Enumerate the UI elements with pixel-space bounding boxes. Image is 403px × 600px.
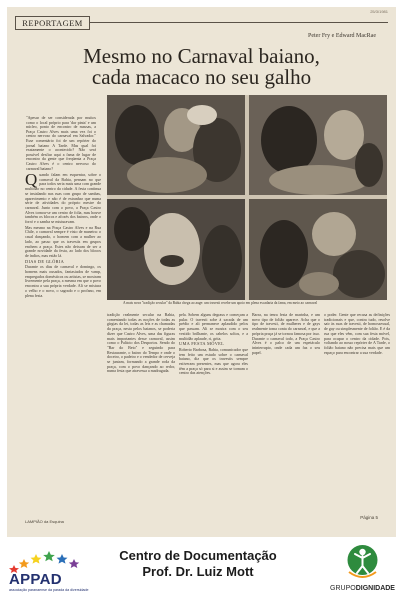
article-column-3	[179, 313, 248, 528]
header-rule	[89, 22, 388, 23]
photo-travesti-smiling	[107, 199, 245, 300]
grupo-prefix: GRUPO	[330, 585, 356, 592]
intro-box: "Apesar de ser considerada por muitos como o local próprio para 'dar pinta' e um núcleo, ponto de encontro de massas, a Praça Castro Alves mais uma vez foi o centro nervoso do carnaval em Salvador." Esse comentário foi de um repórter do jornal baiano A Tarde. Mas qual foi exatamente o acontecido? Não será possível desfiar aqui a fama de lugar de encontro da gente que freqüenta a Praça Castro Alves é o centro nervoso do carnaval baiano?	[26, 115, 96, 171]
photo-dancers	[249, 199, 387, 300]
drop-cap: Q	[25, 170, 38, 189]
subhead-uma-festa-movel: UMA FESTA MÓVEL	[179, 341, 225, 347]
appad-logo	[6, 545, 89, 597]
appad-subtitle: associação paranaense da parada da diversidade	[9, 588, 89, 592]
article-headline	[17, 46, 386, 88]
section-label: REPORTAGEM	[15, 16, 90, 30]
newspaper-clipping	[7, 7, 396, 537]
page-number: Página 5	[360, 515, 378, 520]
article-column-2	[107, 313, 175, 528]
photo-caption: A mais nova "tradição secular" da Bahia chega ao auge: um travesti recebe um apoio em plena escadaria da fama, em meio ao carnaval	[123, 301, 318, 305]
column-2-paragraph: tradição realmente secular na Bahia, comentando todas as noções de todas as gírgias da lei, todas as leis e as chamadas da praça, nesta pelos baianos, se poderia dizer que Castro Alves, uma das figuras mais importantes desse carnaval, assim como o Palácio dos Desportos. Sendo do "Bar do Beto" e seguindo para Restaurante, o bairro do Tempo e onde o doceiro, o padeiro e o vendedor de cerveja se juntam, formando a grande roda da praça, com o povo dançando ao redor, numa festa que atravessa a madrugada.	[107, 312, 175, 374]
documentation-center-title	[118, 548, 278, 580]
article-column-1	[25, 170, 101, 513]
column-1-paragraph-1: uando falam em esquentar, sobre o carnaval da Bahia, pensam no que para todos seria mais uma com grande multidão no centro da cidade. A festa continua se instalando nas ruas com grupo de sambas, aparecimento e não é de estranhar que numa série de atividades do próprio mestre do carnaval. Junto com o povo, a Praça Castro Alves tornou-se um centro de folia, mas houve também os blocos e afoxés dos bairros, onde o forró e o samba se misturavam.	[25, 172, 101, 225]
corner-date-mark: 25/3/1981	[370, 9, 388, 14]
photo-crowd-left	[107, 95, 245, 195]
column-1-paragraph-3: Durante os dias de carnaval e domingo, os homens mais ousados, fantasiados de vamp, empregados domésticos ou artistas, se mostram livremente pela praça, a mesma em que o povo encontra a sua própria verdade. Ali se mistura o velho e o novo, o sagrado e o profano, em plena festa.	[25, 264, 101, 298]
subhead-dias-de-gloria: DIAS DE GLÓRIA	[25, 258, 65, 264]
article-column-5	[324, 313, 390, 513]
article-column-4	[252, 313, 320, 513]
center-title-line-2: Prof. Dr. Luiz Mott	[142, 564, 254, 579]
column-4-paragraph: Barra, na tenra festa de marinha, e um novo tipo de folião aparece. Acha que o tipo de travesti, de mulheres e de gays realmente toma conta do carnaval, e que a própria praça já se tornou famosa por isso. Durante o carnaval todo, a Praça Castro Alves é o palco de um espetáculo ininterrupto, onde cada um faz o seu papel.	[252, 312, 320, 355]
photo-collage	[107, 95, 387, 300]
grupo-dignidade-wordmark	[325, 585, 400, 592]
publication-credit: LAMPIÃO da Esquina	[25, 519, 64, 524]
grupo-dignidade-logo	[325, 542, 400, 598]
grupo-suffix: DIGNIDADE	[355, 585, 395, 592]
headline-line-1: Mesmo no Carnaval baiano,	[83, 44, 320, 68]
appad-name: APPAD	[9, 571, 62, 588]
column-1-paragraph-2: Mas mesmo na Praça Castro Alves e na Rua Chile, o carnaval sempre é visto de maneira: o casal dançando, o homem com a mulher ao lado, ao passo que os travestis em grupos enchem a praça. Estes não deixam de ser a grande novidade da festa, ao lado dos blocos de índios, mas estão lá.	[25, 224, 101, 258]
rainbow-stars-icon	[6, 545, 86, 573]
column-3-paragraph-1: pela. Sobem alguns degraus e começam a pular. O travesti sobe à sacada de um prédio e ali permanece aplaudido pelos que passam. Ali se mostra com o seu vestido brilhante, os cabelos soltos, e a multidão aplaude, ri, grita.	[179, 312, 248, 341]
column-5-paragraph: o poder. Gente que recusa as definições tradicionais e que, contra tudo, resolve sair às ruas de travesti, de homossexual, de gay ou simplesmente de folião. E é da rua que eles vêm, com sua festa móvel, para ocupar o centro da cidade. Pois, voltando ao nosso repórter de A Tarde, o folião baiano não precisa mais que um espaço para encontrar a sua verdade.	[324, 312, 390, 355]
archive-footer	[0, 540, 403, 600]
headline-line-2: cada macaco no seu galho	[91, 65, 312, 89]
article-authors: Peter Fry e Edward MacRae	[308, 33, 376, 39]
dancing-figure-icon	[325, 542, 400, 584]
photo-crowd-right	[249, 95, 387, 195]
center-title-line-1: Centro de Documentação	[119, 548, 277, 563]
column-3-paragraph-2: Roberto Barbosa, Bahia, comunicador que tem feito um estudo sobre o carnaval baiano, diz que os travestis sempre estiveram presentes, mas que agora eles têm a praça só para si e assim se tornam o centro das atenções.	[179, 346, 248, 376]
